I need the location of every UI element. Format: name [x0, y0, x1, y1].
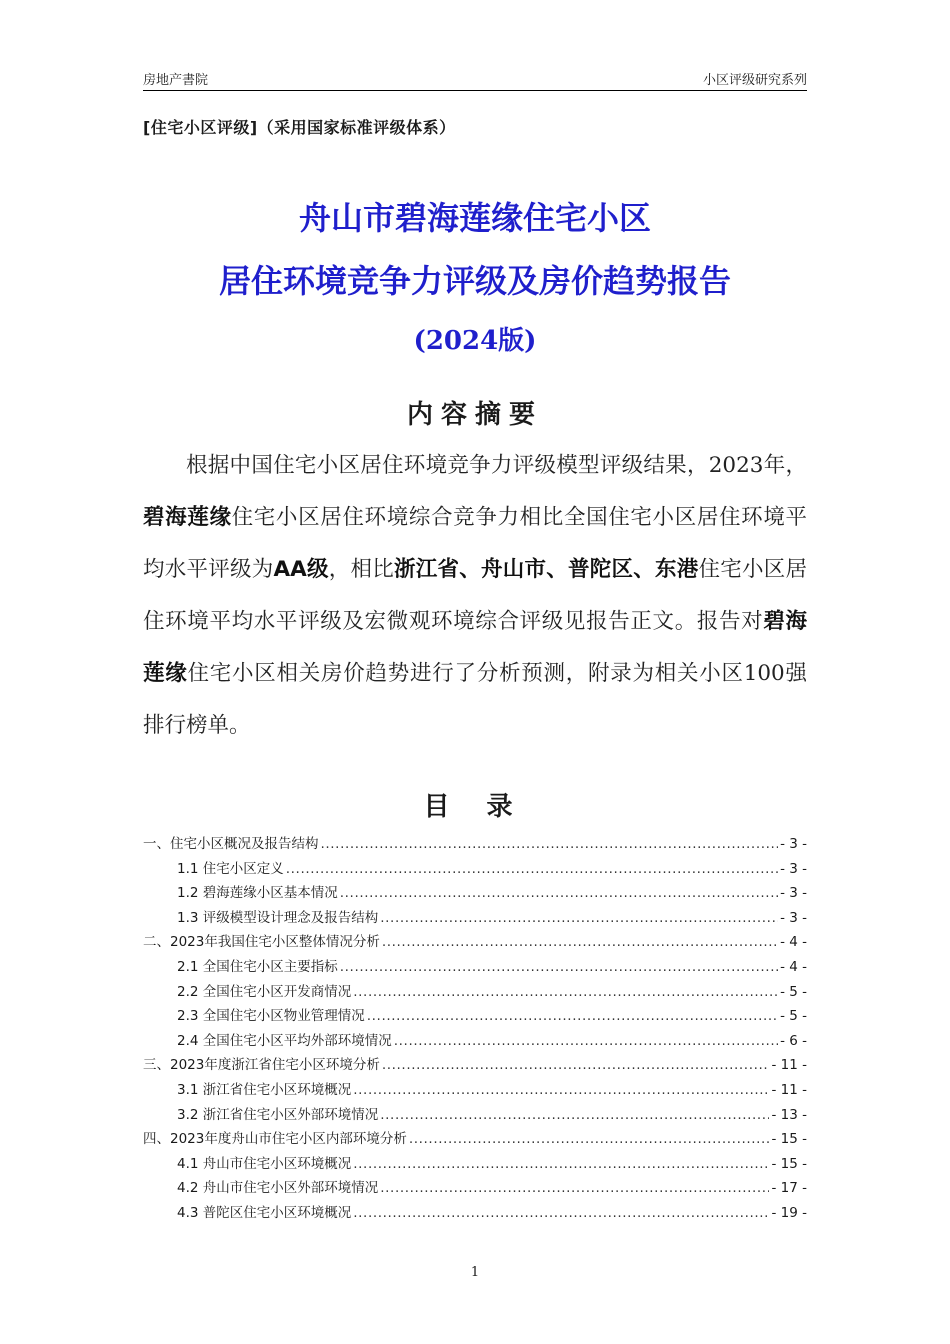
- toc-leader-dots: [409, 1131, 770, 1147]
- toc-entry-page: - 15 -: [771, 1155, 807, 1172]
- toc-entry-label: 3.1 浙江省住宅小区环境概况: [177, 1081, 352, 1098]
- toc-entry-page: - 3 -: [780, 860, 807, 877]
- abstract-part: 住宅小区居住环境综合竞争力相比全国住宅小区居住环境平均水平评级为: [143, 505, 807, 582]
- toc-entry-page: - 5 -: [780, 1008, 807, 1025]
- report-title-line1: 舟山市碧海莲缘住宅小区: [298, 199, 651, 237]
- toc-entry[interactable]: [143, 1176, 807, 1201]
- abstract-bold: 碧海莲缘: [143, 609, 807, 686]
- abstract-part: 住宅小区相关房价趋势进行了分析预测，附录为相关小区100强排行榜单。: [143, 661, 807, 738]
- toc-leader-dots: [340, 959, 778, 975]
- header-publisher: 房地产書院: [143, 73, 209, 88]
- toc-entry-label: 3.2 浙江省住宅小区外部环境情况: [177, 1106, 379, 1123]
- toc-entry-label: 二、2023年我国住宅小区整体情况分析: [143, 934, 380, 951]
- toc-entry-page: - 4 -: [780, 934, 807, 951]
- toc-entry-page: - 15 -: [771, 1131, 807, 1148]
- toc-entry-label: 2.1 全国住宅小区主要指标: [177, 958, 338, 975]
- toc-leader-dots: [380, 1107, 769, 1123]
- toc-entry-label: 1.3 评级模型设计理念及报告结构: [177, 909, 379, 926]
- toc-entry[interactable]: [143, 906, 807, 931]
- toc-entry-label: 2.3 全国住宅小区物业管理情况: [177, 1008, 365, 1025]
- abstract-part: 根据中国住宅小区居住环境竞争力评级模型评级结果，2023年，: [186, 453, 807, 478]
- abstract-bold: 浙江省、舟山市、普陀区、东港: [394, 557, 699, 582]
- toc-entry-label: 4.2 舟山市住宅小区外部环境情况: [177, 1180, 379, 1197]
- toc-heading: 目 录: [423, 792, 527, 822]
- toc-entry-label: 1.2 碧海莲缘小区基本情况: [177, 885, 338, 902]
- abstract-bold: 碧海莲缘: [143, 505, 232, 530]
- toc-entry-page: - 3 -: [780, 885, 807, 902]
- toc-entry[interactable]: [143, 930, 807, 955]
- toc-leader-dots: [380, 1180, 769, 1196]
- toc-entry-label: 2.4 全国住宅小区平均外部环境情况: [177, 1032, 392, 1049]
- toc-entry[interactable]: [143, 1127, 807, 1152]
- toc-leader-dots: [286, 861, 778, 877]
- toc-leader-dots: [353, 1082, 769, 1098]
- toc-entry-page: - 3 -: [780, 909, 807, 926]
- toc-entry-page: - 4 -: [780, 958, 807, 975]
- toc-entry[interactable]: [143, 857, 807, 882]
- toc-entry-label: 三、2023年度浙江省住宅小区环境分析: [143, 1057, 380, 1074]
- toc-entry[interactable]: [143, 1078, 807, 1103]
- report-category: [住宅小区评级]（采用国家标准评级体系）: [143, 118, 456, 137]
- toc-entry[interactable]: [143, 1029, 807, 1054]
- toc-leader-dots: [353, 1205, 769, 1221]
- toc-entry[interactable]: [143, 955, 807, 980]
- report-title-line2: 居住环境竞争力评级及房价趋势报告: [218, 262, 731, 300]
- toc-entry-label: 1.1 住宅小区定义: [177, 860, 284, 877]
- toc-entry-page: - 19 -: [771, 1204, 807, 1221]
- toc-entry-page: - 11 -: [771, 1081, 807, 1098]
- toc-leader-dots: [353, 1156, 769, 1172]
- toc-entry-label: 四、2023年度舟山市住宅小区内部环境分析: [143, 1131, 407, 1148]
- toc-entry-page: - 11 -: [771, 1057, 807, 1074]
- header-series: 小区评级研究系列: [702, 73, 807, 88]
- page-number: 1: [470, 1265, 480, 1280]
- abstract-heading: 内容摘要: [406, 400, 543, 430]
- toc-leader-dots: [353, 984, 778, 1000]
- toc-entry[interactable]: [143, 1103, 807, 1128]
- toc-entry-label: 4.1 舟山市住宅小区环境概况: [177, 1155, 352, 1172]
- toc-entry[interactable]: [143, 1053, 807, 1078]
- page-header: [143, 66, 807, 91]
- toc-entry[interactable]: [143, 1004, 807, 1029]
- abstract-part: ，相比: [328, 557, 395, 582]
- toc-entry-label: 一、住宅小区概况及报告结构: [143, 836, 319, 852]
- toc-entry[interactable]: [143, 832, 807, 857]
- abstract-bold: AA级: [273, 557, 329, 582]
- abstract-text: [143, 440, 807, 752]
- toc-entry-page: - 5 -: [780, 983, 807, 1000]
- toc-entry[interactable]: [143, 1152, 807, 1177]
- toc-entry-page: - 6 -: [780, 1032, 807, 1049]
- toc-entry-page: - 13 -: [771, 1106, 807, 1123]
- report-edition: (2024版): [413, 326, 537, 356]
- toc-leader-dots: [380, 910, 778, 926]
- toc-leader-dots: [382, 1057, 770, 1073]
- toc-entry-page: - 3 -: [780, 836, 807, 852]
- toc-entry-page: - 17 -: [771, 1180, 807, 1197]
- table-of-contents: [143, 832, 807, 1226]
- toc-entry[interactable]: [143, 881, 807, 906]
- toc-entry-label: 4.3 普陀区住宅小区环境概况: [177, 1204, 352, 1221]
- toc-entry[interactable]: [143, 1201, 807, 1226]
- toc-leader-dots: [321, 836, 779, 852]
- toc-leader-dots: [382, 934, 778, 950]
- toc-entry[interactable]: [143, 980, 807, 1005]
- toc-leader-dots: [340, 885, 778, 901]
- toc-entry-label: 2.2 全国住宅小区开发商情况: [177, 983, 352, 1000]
- abstract-part: 住宅小区居住环境平均水平评级及宏微观环境综合评级见报告正文。报告对: [143, 557, 807, 634]
- toc-leader-dots: [394, 1033, 778, 1049]
- toc-leader-dots: [367, 1008, 778, 1024]
